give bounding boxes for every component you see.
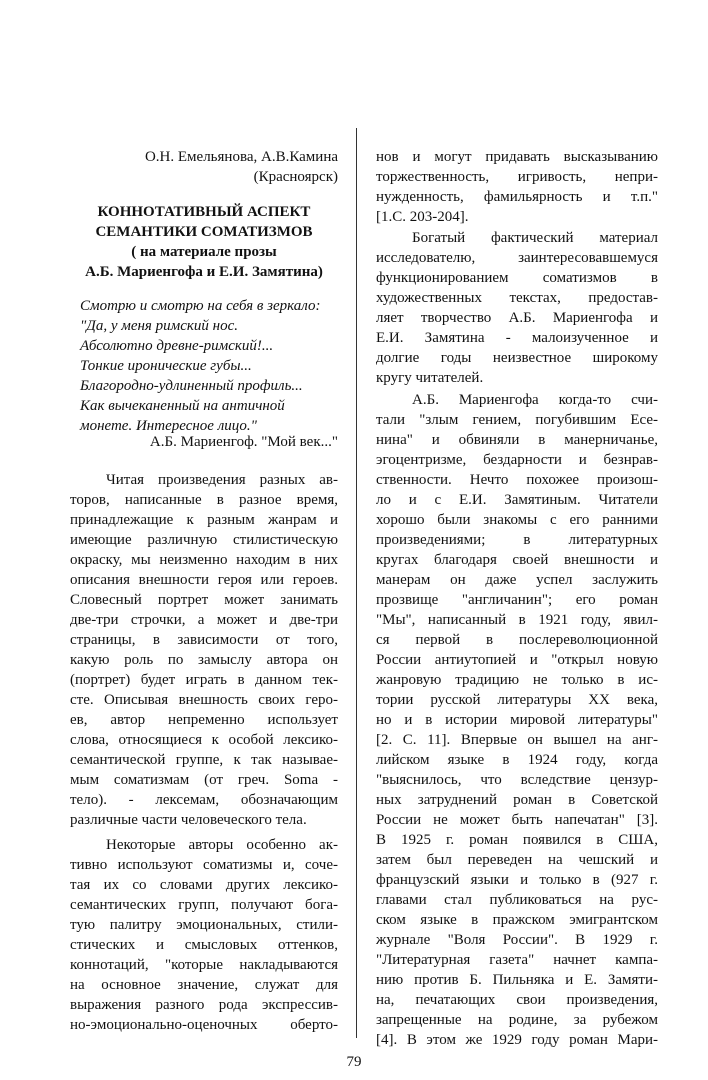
body-line: принадлежащие к разным жанрам и bbox=[70, 512, 338, 528]
body-line: манерам он даже успел заслужить bbox=[376, 572, 658, 588]
epigraph-line: "Да, у меня римский нос. bbox=[80, 318, 238, 334]
body-line: лийском языке в 1924 году, когда bbox=[376, 752, 658, 768]
body-line: мым соматизмам (от греч. Soma - bbox=[70, 772, 338, 788]
body-line: затем был переведен на чешский и bbox=[376, 852, 658, 868]
body-line: кругах благодаря своей внешности и bbox=[376, 552, 658, 568]
body-line: нина" и обвиняли в манерничанье, bbox=[376, 432, 658, 448]
body-line: ском языке в пражском эмигрантском bbox=[376, 912, 658, 928]
body-line: окраску, мы неизменно находим в них bbox=[70, 552, 338, 568]
body-line: запрещенные на родине, за рубежом bbox=[376, 1012, 658, 1028]
body-line: нужденность, фамильярность и т.п." bbox=[376, 189, 658, 205]
body-line: "выяснилось, что вследствие цензур- bbox=[376, 772, 658, 788]
body-line: [4]. В этом же 1929 году роман Мари- bbox=[376, 1032, 658, 1048]
body-line: эгоцентризме, бездарности и безнрав- bbox=[376, 452, 658, 468]
article-title-line-1: КОННОТАТИВНЫЙ АСПЕКТ bbox=[97, 204, 311, 220]
epigraph-line: Тонкие иронические губы... bbox=[80, 358, 252, 374]
epigraph-attribution: А.Б. Мариенгоф. "Мой век..." bbox=[149, 434, 338, 450]
body-line: (портрет) будет играть в данном тек- bbox=[70, 672, 338, 688]
authors: О.Н. Емельянова, А.В.Камина bbox=[144, 149, 338, 165]
body-line: торжественность, игривость, непри- bbox=[376, 169, 658, 185]
body-line: стических и смысловых оттенков, bbox=[70, 937, 338, 953]
body-line: две-три строчки, а может и две-три bbox=[70, 612, 338, 628]
body-line: Е.И. Замятина - малоизученное и bbox=[376, 330, 658, 346]
city: (Красноярск) bbox=[253, 169, 338, 185]
page-number: 79 bbox=[346, 1054, 362, 1070]
body-line: нию против Б. Пильняка и Е. Замяти- bbox=[376, 972, 658, 988]
body-line: на основное значение, служат для bbox=[70, 977, 338, 993]
body-line: исследователю, заинтересовавшемуся bbox=[376, 250, 658, 266]
epigraph-line: Как вычеканенный на античной bbox=[80, 398, 285, 414]
body-line: но-эмоционально-оценочных оберто- bbox=[70, 1017, 338, 1033]
body-line: кругу читателей. bbox=[376, 370, 484, 386]
body-line: имеющие различную стилистическую bbox=[70, 532, 338, 548]
body-line: "Мы", написанный в 1921 году, явил- bbox=[376, 612, 658, 628]
body-line: торов, написанные в разное время, bbox=[70, 492, 338, 508]
body-line: ев, автор непременно использует bbox=[70, 712, 338, 728]
body-line: тая их со словами других лексико- bbox=[70, 877, 338, 893]
column-divider bbox=[356, 128, 357, 1038]
body-line: журнале "Воля России". В 1929 г. bbox=[376, 932, 658, 948]
body-line: на, печатающих свои произведения, bbox=[376, 992, 658, 1008]
body-line: Богатый фактический материал bbox=[412, 230, 658, 246]
body-line: [2. С. 11]. Впервые он вышел на анг- bbox=[376, 732, 658, 748]
body-line: но и в истории мировой литературы" bbox=[376, 712, 658, 728]
body-line: функционированием соматизмов в bbox=[376, 270, 658, 286]
body-line: семантической группе, к так называе- bbox=[70, 752, 338, 768]
body-line: хорошо были знакомы с его ранними bbox=[376, 512, 658, 528]
body-line: выражения разного рода экспрессив- bbox=[70, 997, 338, 1013]
body-line: России не может быть напечатан" [3]. bbox=[376, 812, 658, 828]
body-line: [1.С. 203-204]. bbox=[376, 209, 469, 225]
body-line: различные части человеческого тела. bbox=[70, 812, 307, 828]
body-line: тории русской литературы XX века, bbox=[376, 692, 658, 708]
body-line: России антиутопией и "открыл новую bbox=[376, 652, 658, 668]
body-line: прозвище "англичанин"; его роман bbox=[376, 592, 658, 608]
body-line: семантических групп, получают бога- bbox=[70, 897, 338, 913]
article-title-line-3: ( на материале прозы bbox=[131, 244, 277, 260]
body-line: ло и с Е.И. Замятиным. Читатели bbox=[376, 492, 658, 508]
body-line: В 1925 г. роман появился в США, bbox=[376, 832, 658, 848]
body-line: тивно используют соматизмы и, соче- bbox=[70, 857, 338, 873]
body-line: какую роль по замыслу автора он bbox=[70, 652, 338, 668]
body-line: коннотаций, "которые накладываются bbox=[70, 957, 338, 973]
epigraph-line: Абсолютно древне-римский!... bbox=[80, 338, 274, 354]
body-line: тали "злым гением, погубившим Есе- bbox=[376, 412, 658, 428]
body-line: долгие годы неизвестное широкому bbox=[376, 350, 658, 366]
article-title-line-2: СЕМАНТИКИ СОМАТИЗМОВ bbox=[95, 224, 313, 240]
body-line: нов и могут придавать высказыванию bbox=[376, 149, 658, 165]
body-line: описания внешности героя или героев. bbox=[70, 572, 338, 588]
body-line: А.Б. Мариенгофа когда-то счи- bbox=[412, 392, 658, 408]
body-line: тую палитру эмоциональных, стили- bbox=[70, 917, 338, 933]
body-line: Некоторые авторы особенно ак- bbox=[106, 837, 338, 853]
body-line: слова, относящиеся к особой лексико- bbox=[70, 732, 338, 748]
body-line: сте. Описывая внешность своих геро- bbox=[70, 692, 338, 708]
body-line: художественных текстах, предостав- bbox=[376, 290, 658, 306]
body-line: французский языки и только в (927 г. bbox=[376, 872, 658, 888]
body-line: ляет творчество А.Б. Мариенгофа и bbox=[376, 310, 658, 326]
body-line: "Литературная газета" начнет кампа- bbox=[376, 952, 658, 968]
article-title-line-4: А.Б. Мариенгофа и Е.И. Замятина) bbox=[85, 264, 323, 280]
body-line: ных затруднений роман в Советской bbox=[376, 792, 658, 808]
epigraph-line: Благородно-удлиненный профиль... bbox=[80, 378, 303, 394]
body-line: Словесный портрет может занимать bbox=[70, 592, 338, 608]
body-line: ственности. Нечто похожее произош- bbox=[376, 472, 658, 488]
body-line: главами стал публиковаться на рус- bbox=[376, 892, 658, 908]
body-line: жанровую традицию не только в ис- bbox=[376, 672, 658, 688]
body-line: Читая произведения разных ав- bbox=[106, 472, 338, 488]
epigraph-line: Смотрю и смотрю на себя в зеркало: bbox=[80, 298, 321, 314]
body-line: ся первой в послереволюционной bbox=[376, 632, 658, 648]
epigraph-line: монете. Интересное лицо." bbox=[80, 418, 257, 434]
body-line: страницы, в зависимости от того, bbox=[70, 632, 338, 648]
body-line: произведениями; в литературных bbox=[376, 532, 658, 548]
body-line: тело). - лексемам, обозначающим bbox=[70, 792, 338, 808]
